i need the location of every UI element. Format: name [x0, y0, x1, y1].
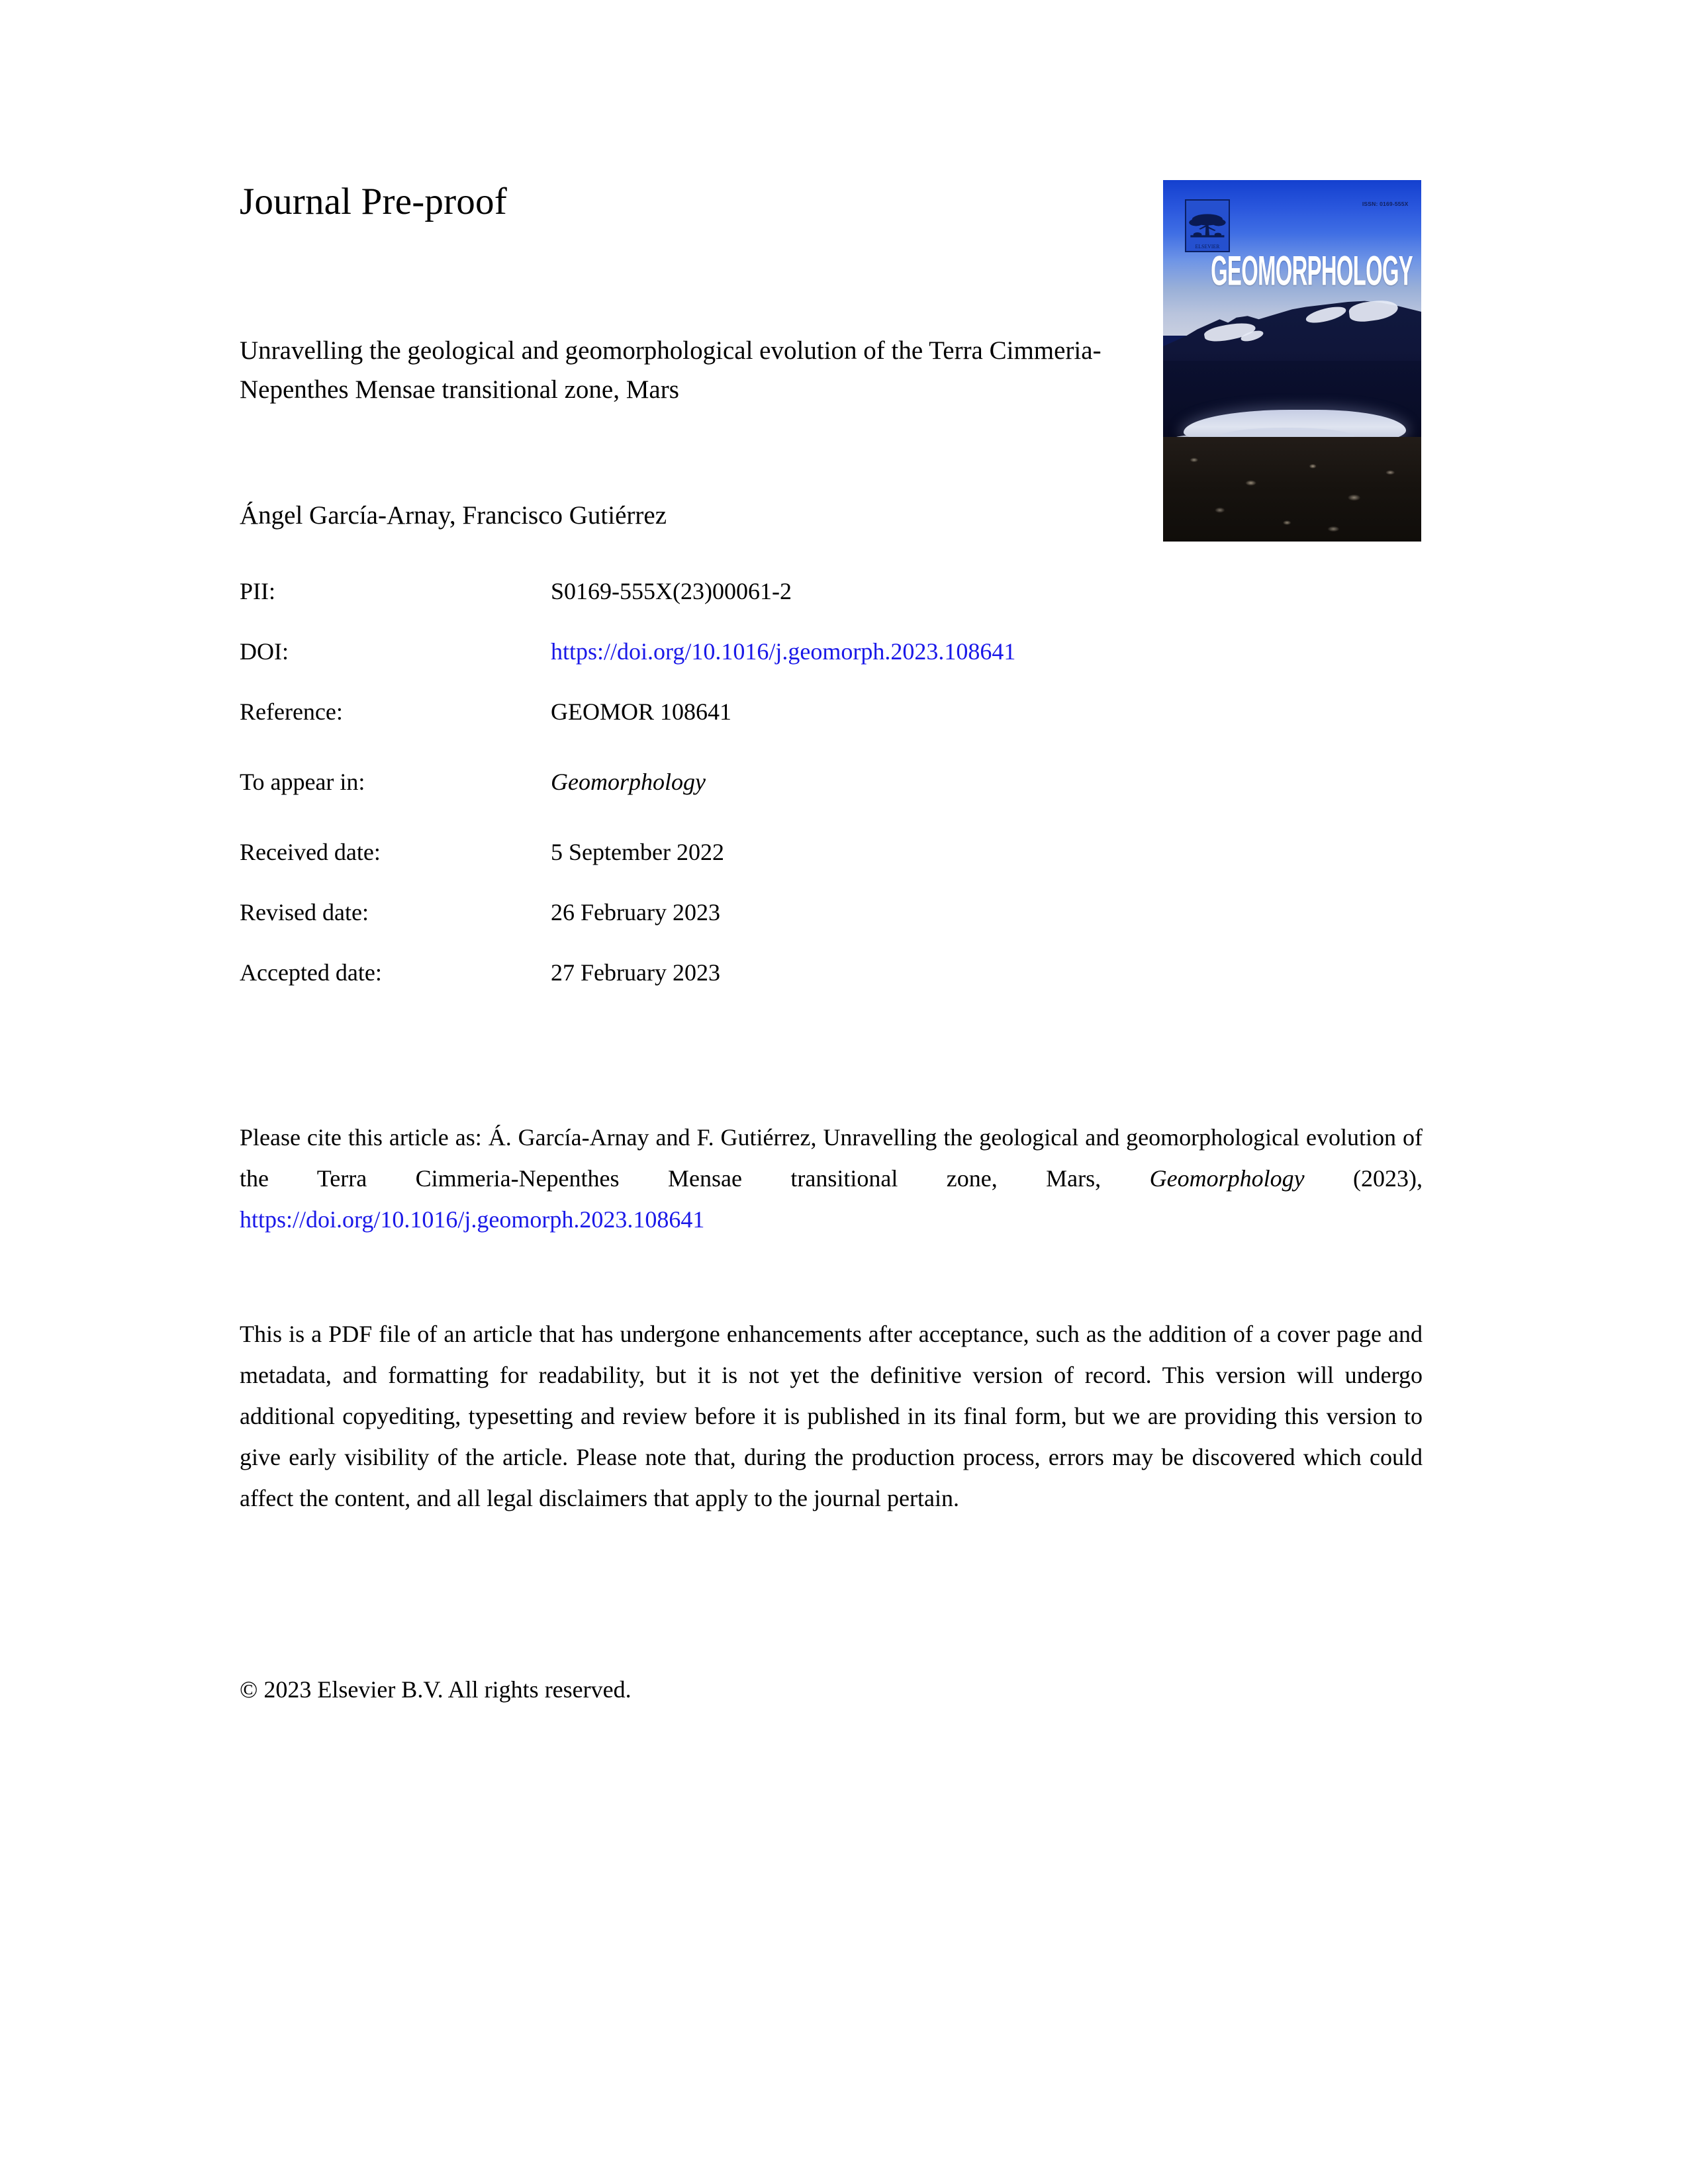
table-row: [240, 768, 1233, 828]
article-title: Unravelling the geological and geomorphological evolution of the Terra Cimmeria-Nepenthes Mensae transitional zone, Mars: [240, 336, 1102, 404]
meta-value-reference: GEOMOR 108641: [551, 698, 732, 725]
meta-value-received-date: 5 September 2022: [551, 839, 724, 865]
meta-label-reference: Reference:: [240, 698, 343, 725]
preproof-disclaimer: This is a PDF file of an article that has undergone enhancements after acceptance, such as the addition of a cover page and metadata, and formatting for readability, but it is not yet the definitive version of record. This version will undergo additional copyediting, typesetting and review before it is published in its final form, but we are providing this version to give early visibility of the article. Please note that, during the production process, errors may be discovered which could affect the content, and all legal disclaimers that apply to the journal pertain.: [240, 1321, 1423, 1511]
meta-value-pii: S0169-555X(23)00061-2: [551, 578, 792, 604]
citation-year: (2023),: [1304, 1164, 1423, 1192]
cover-journal-name: GEOMORPHOLOGY: [1211, 248, 1413, 295]
table-row: [240, 577, 1233, 638]
article-authors: Ángel García-Arnay, Francisco Gutiérrez: [240, 501, 667, 530]
cover-issn: ISSN: 0169-555X: [1362, 200, 1409, 207]
meta-value-doi-link[interactable]: https://doi.org/10.1016/j.geomorph.2023.108641: [551, 638, 1016, 665]
cover-gravel-foreground: [1163, 437, 1421, 542]
meta-value-revised-date: 26 February 2023: [551, 899, 720, 926]
meta-value-journal: Geomorphology: [551, 769, 706, 795]
elsevier-logo: [1185, 199, 1230, 252]
meta-label-accepted-date: Accepted date:: [240, 959, 382, 986]
table-row: [240, 638, 1233, 698]
meta-label-doi: DOI:: [240, 638, 289, 665]
table-row: [240, 959, 1233, 1019]
copyright-notice: © 2023 Elsevier B.V. All rights reserved.: [240, 1676, 632, 1703]
citation-journal-name: Geomorphology: [1149, 1164, 1305, 1192]
elsevier-tree-icon: [1186, 209, 1229, 244]
table-row: [240, 698, 1233, 758]
meta-label-to-appear-in: To appear in:: [240, 769, 365, 795]
article-metadata-table: [240, 577, 1233, 1019]
citation-paragraph: [240, 1117, 1423, 1241]
table-row: [240, 898, 1233, 959]
page-title: Journal Pre-proof: [240, 181, 507, 222]
meta-label-received-date: Received date:: [240, 839, 381, 865]
elsevier-wordmark: ELSEVIER: [1195, 243, 1220, 250]
journal-cover-image: [1163, 180, 1421, 542]
meta-label-revised-date: Revised date:: [240, 899, 369, 926]
meta-value-accepted-date: 27 February 2023: [551, 959, 720, 986]
table-row: [240, 838, 1233, 898]
citation-lead-text: Please cite this article as: Á. García-Arnay and F. Gutiérrez, Unravelling the geological and geomorphological evolution of the Terra Cimmeria-Nepenthes Mensae transitional zone, Mars,: [240, 1124, 1423, 1192]
citation-doi-link[interactable]: https://doi.org/10.1016/j.geomorph.2023.108641: [240, 1206, 705, 1233]
meta-label-pii: PII:: [240, 578, 275, 604]
